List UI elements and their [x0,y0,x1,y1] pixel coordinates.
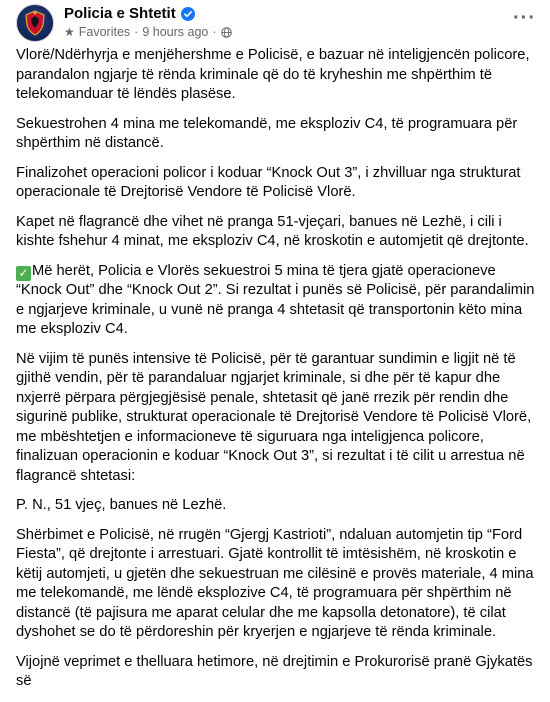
post-timestamp[interactable]: 9 hours ago [142,25,209,39]
post-header [0,0,550,46]
meta-separator-2: · [212,25,217,39]
post-paragraph: Sekuestrohen 4 mina me telekomandë, me eksploziv C4, të programuara për shpërthim në distancë. [16,115,518,151]
post-paragraph: Finalizohet operacioni policor i koduar “Knock Out 3”, i zhvilluar nga strukturat operacionale të Drejtorisë Vendore të Policisë Vlorë. [16,164,521,200]
post-paragraph: Kapet në flagrancë dhe vihet në pranga 51-vjeçari, banues në Lezhë, i cili i kishte fshehur 4 minat, me eksploziv C4, në kroskotin e automjetit që drejtonte. [16,213,529,249]
favorites-label[interactable]: Favorites [78,25,131,39]
globe-icon[interactable] [221,27,232,38]
page-avatar[interactable] [16,4,54,42]
verified-badge-icon [181,7,195,21]
favorites-star-icon: ★ [64,25,75,39]
page-name[interactable] [64,5,195,22]
post-paragraph: Shërbimet e Policisë, në rrugën “Gjergj Kastrioti”, ndaluan automjetin tip “Ford Fiesta”, që drejtonte i arrestuari. Gjatë kontrollit të imtësishëm, në kroskotin e këtij automjeti, u gjetën dhe sekuestruan me cilësinë e provës materiale, 4 mina me telekomandë, me lëndë eksplozive C4, të programuara për shpërthim në distancë (të pajisura me aparat celular dhe me kapsolla detonatore), të cilat dyshohet se do të përdoreshin për kryerjen e ngjarjeve të rënda kriminale. [16,526,534,640]
post-paragraph [16,262,536,340]
page-name-label[interactable]: Policia e Shtetit [64,5,176,22]
post-meta [64,25,232,39]
post-paragraph: P. N., 51 vjeç, banues në Lezhë. [16,497,227,513]
check-mark-icon: ✓ [16,266,31,281]
post-paragraph: Vlorë/Ndërhyrja e menjëhershme e Policisë, e bazuar në inteligjencën policore, parandalon ngjarje të rënda kriminale që do të kryheshin me shpërthim të telekomanduar të lëndës plasëse. [16,47,530,102]
more-options-icon[interactable]: ··· [513,7,536,29]
post-body [16,46,536,702]
police-emblem-icon [17,5,53,41]
meta-separator: · [134,25,139,39]
post-paragraph: Në vijim të punës intensive të Policisë, për të garantuar sundimin e ligjit në të gjithë vendin, për të parandaluar ngjarjet kriminale, si dhe për të kapur dhe nxjerrë përpara përgjegjësisë penale, shtetasit që janë rrezik për rendin dhe sigurinë publike, strukturat operacionale të Drejtorisë Vendore të Policisë Vlorë, me mbështetjen e informacioneve të siguruara nga inteligjenca policore, finalizuan operacionin e koduar “Knock Out 3”, si rezultat i të cilit u arrestua në flagrancë shtetasi: [16,350,532,484]
post-paragraph: Vijojnë veprimet e thelluara hetimore, në drejtimin e Prokurorisë pranë Gjykatës së [16,653,533,689]
post-paragraph-text: Më herët, Policia e Vlorës sekuestroi 5 mina të tjera gjatë operacioneve “Knock Out” dhe “Knock Out 2”. Si rezultat i punës së Policisë, për parandalimin e ngjarjeve kriminale, u vunë në pranga 4 shtetasit që transportonin këto mina me eksploziv C4. [16,262,535,337]
